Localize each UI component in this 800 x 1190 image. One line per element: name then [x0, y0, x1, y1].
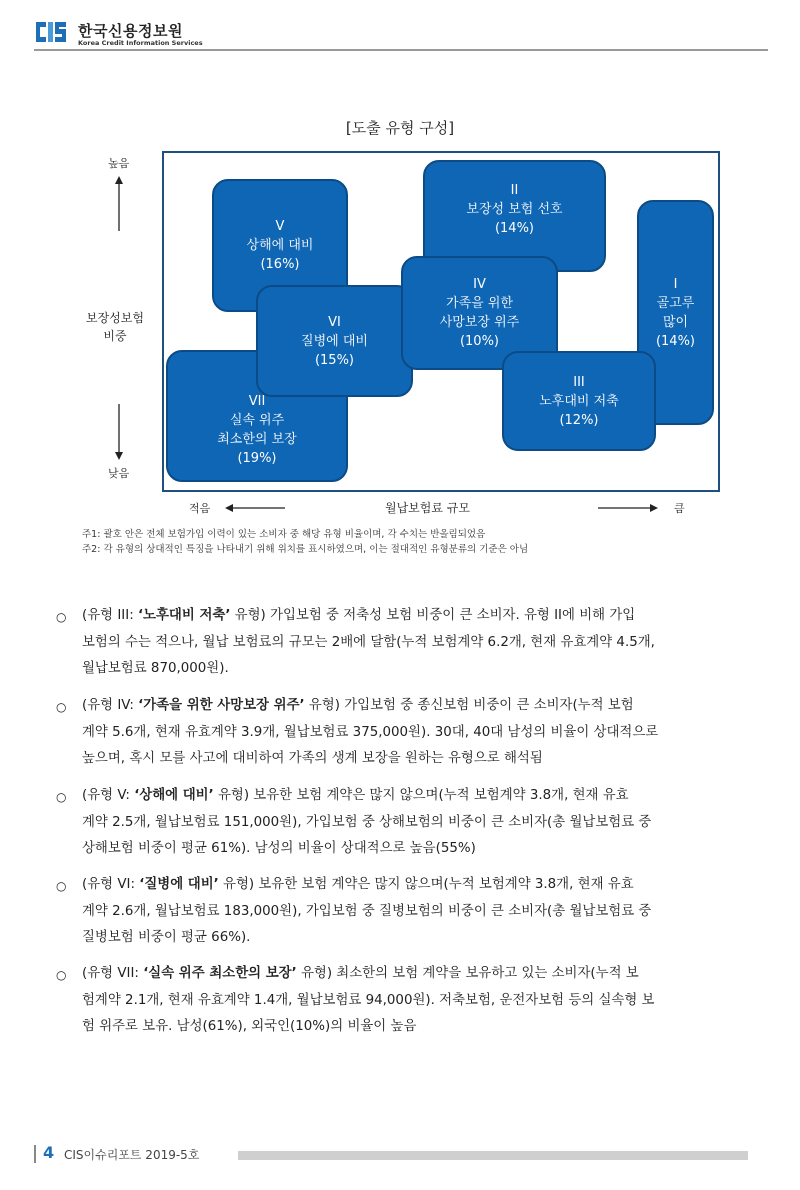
page-number: 4 [43, 1143, 55, 1162]
type-vi-name: 질병에 대비 [301, 333, 368, 349]
y-axis-label-line2: 비중 [103, 329, 127, 343]
type-iii-numeral: III [573, 374, 585, 390]
type-ii-numeral: II [510, 182, 519, 198]
y-axis-low-label: 낮음 [108, 467, 130, 480]
type-vi-box [256, 285, 413, 397]
x-axis-label: 월납보험료 규모 [385, 501, 470, 515]
type-v-numeral: V [275, 219, 285, 234]
type-vii-name-line2: 최소한의 보장 [217, 432, 297, 447]
figure-note-1: 주1: 괄호 안은 전체 보험가입 이력이 있는 소비자 중 해당 유형 비율이며, 각 수치는 반올림되었음 [82, 529, 486, 540]
y-axis-label [80, 309, 150, 345]
footer-bar [34, 1145, 36, 1163]
header-divider [34, 49, 768, 51]
type-iii-name: 노후대비 저축 [539, 393, 619, 409]
type-vi-percent: (15%) [314, 352, 355, 368]
type-vii-name-line1: 실속 위주 [229, 413, 285, 428]
type-iii-percent: (12%) [559, 412, 599, 428]
type-iv-name-line1: 가족을 위한 [446, 296, 513, 311]
type-iii-box [502, 351, 656, 451]
y-axis-down-arrow-icon [113, 404, 125, 460]
y-axis-up-arrow-icon [113, 176, 125, 232]
figure-title: [도출 유형 구성] [345, 119, 455, 137]
type-v-name: 상해에 대비 [246, 238, 314, 253]
bullet-marker: ○ [56, 968, 67, 982]
footer-rule [238, 1151, 748, 1160]
type-vi-numeral: VI [328, 314, 341, 330]
type-i-name-line2: 많이 [662, 314, 689, 330]
paragraph-type-iv: (유형 IV: ‘가족을 위한 사망보장 위주’ 유형) 가입보험 중 종신보험 비중이 큰 소비자(누적 보험 계약 5.6개, 현재 유효계약 3.9개, 월납보험료 375,000원). 30대, 40대 남성의 비율이 상대적으로 높으며, 혹시 모를 사고에 대비하여 가족의 생계 보장을 원하는 유형으로 해석됨 [82, 698, 659, 766]
type-ii-percent: (14%) [494, 220, 535, 236]
paragraph-type-vii: (유형 VII: ‘실속 위주 최소한의 보장’ 유형) 최소한의 보험 계약을 보유하고 있는 소비자(누적 보 험계약 2.1개, 현재 유효계약 1.4개, 월납보험료 94,000원). 저축보험, 운전자보험 등의 실속형 보 험 위주로 보유. 남성(61%), 외국인(10%)의 비율이 높음 [82, 966, 655, 1034]
paragraph-type-v: (유형 V: ‘상해에 대비’ 유형) 보유한 보험 계약은 많지 않으며(누적 보험계약 3.8개, 현재 유효 계약 2.5개, 월납보험료 151,000원), 가입보험 중 상해보험의 비중이 큰 소비자(총 월납보험료 중 상해보험 비중이 평균 61%). 남성의 비율이 상대적으로 높음(55%) [82, 788, 652, 856]
type-iv-numeral: IV [473, 277, 486, 292]
x-axis-left-arrow-icon [225, 502, 285, 514]
x-axis-high-label: 큼 [674, 502, 685, 515]
paragraph-type-vi: (유형 VI: ‘질병에 대비’ 유형) 보유한 보험 계약은 많지 않으며(누적 보험계약 3.8개, 현재 유효 계약 2.6개, 월납보험료 183,000원), 가입보험 중 질병보험의 비중이 큰 소비자(총 월납보험료 중 질병보험 비중이 평균 66%). [82, 877, 652, 945]
type-i-numeral: I [673, 276, 678, 292]
type-i-name-line1: 골고루 [656, 295, 695, 311]
type-ii-name: 보장성 보험 선호 [466, 201, 563, 217]
paragraph-type-iii: (유형 III: ‘노후대비 저축’ 유형) 가입보험 중 저축성 보험 비중이 큰 소비자. 유형 II에 비해 가입 보험의 수는 적으나, 월납 보험료의 규모는 2배에 달함(누적 보험계약 6.2개, 현재 유효계약 4.5개, 월납보험료 870,000원). [82, 608, 655, 676]
type-iv-name-line2: 사망보장 위주 [439, 315, 520, 330]
type-vii-numeral: VII [248, 394, 266, 409]
type-iv-percent: (10%) [459, 334, 500, 349]
brand-name-english: Korea Credit Information Services [78, 39, 203, 47]
footer-title: CIS이슈리포트 2019-5호 [64, 1148, 200, 1162]
bullet-marker: ○ [56, 700, 67, 714]
figure-note-2: 주2: 각 유형의 상대적인 특징을 나타내기 위해 위치를 표시하였으며, 이는 절대적인 유형분류의 기준은 아님 [82, 544, 529, 555]
y-axis-label-line1: 보장성보험 [86, 311, 144, 325]
brand-name-korean: 한국신용정보원 [78, 22, 183, 40]
type-v-percent: (16%) [260, 257, 300, 272]
type-vii-percent: (19%) [237, 451, 277, 466]
bullet-marker: ○ [56, 879, 67, 893]
x-axis-low-label: 적음 [189, 502, 211, 515]
type-i-percent: (14%) [655, 333, 696, 349]
cis-logo-icon [34, 18, 70, 46]
bullet-marker: ○ [56, 610, 67, 624]
x-axis-right-arrow-icon [598, 502, 658, 514]
y-axis-high-label: 높음 [108, 157, 130, 170]
bullet-marker: ○ [56, 790, 67, 804]
